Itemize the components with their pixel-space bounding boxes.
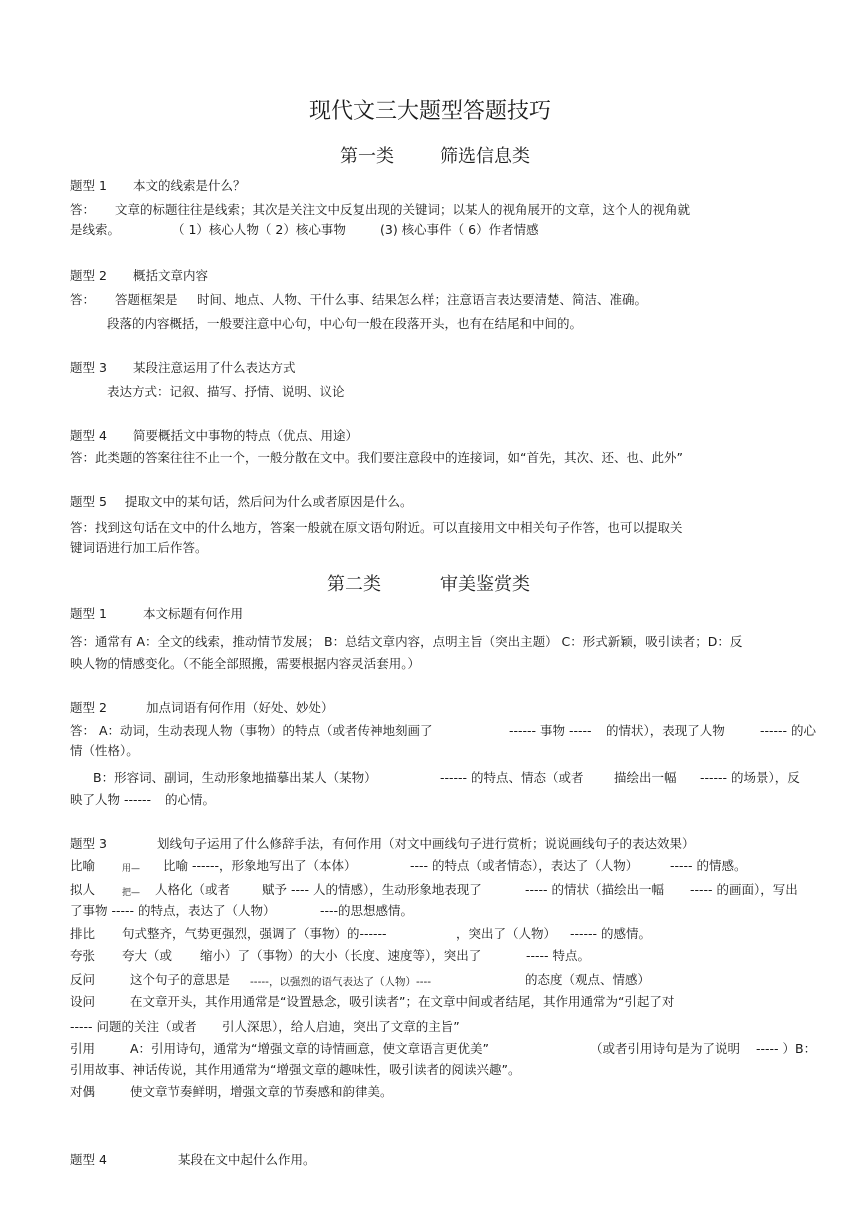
s1-q1-title: 本文的线索是什么？ [133,178,246,193]
s1-q1-label: 题型 1 [70,178,107,193]
rhetoric-niren-l2: 了事物 ----- 的特点，表达了（人物） [70,903,276,918]
rhetoric-niren-tag: 把— [122,888,141,898]
s2-q1-label: 题型 1 [70,606,107,621]
rhetoric-niren-name: 拟人 [70,882,96,897]
s1-q5-title: 提取文中的某句话，然后问为什么或者原因是什么。 [125,494,413,509]
rhetoric-niren-l2b: ----的思想感情。 [320,903,414,918]
rhetoric-yinyong-a: A：引用诗句，通常为“增强文章的诗情画意，使文章语言更优美” [130,1041,490,1056]
s2-q2-line1c: 的情状），表现了人物 [606,723,725,738]
s2-q2-line3a: B：形容词、副词，生动形象地描摹出某人（某物） [93,770,377,785]
s1-q5-label: 题型 5 [70,494,107,509]
s2-q1-line1: 答：通常有 A：全文的线索，推动情节发展； B：总结文章内容，点明主旨（突出主题） C：形式新颖，吸引读者；D：反 [70,634,743,649]
s1-q2-label: 题型 2 [70,268,107,283]
section-2-label: 第二类 [327,574,381,595]
s1-q2-answer-label: 答： [70,292,96,307]
s1-q5-line2: 键词语进行加工后作答。 [70,540,208,555]
rhetoric-shewen-l2a: ----- 问题的关注（或者 [70,1019,197,1034]
rhetoric-biyu-b: ---- 的特点（或者情态），表达了（人物） [410,858,639,873]
s1-q1-line2a: 是线索。 [70,222,121,237]
section-2-name: 审美鉴赏类 [440,574,530,595]
s1-q1-line2b: （ 1）核心人物（ 2）核心事物 [172,222,346,237]
s1-q2-line2: 段落的内容概括，一般要注意中心句，中心句一般在段落开头，也有在结尾和中间的。 [107,316,583,331]
rhetoric-yinyong-b: （或者引用诗句是为了说明 [590,1041,741,1056]
rhetoric-yinyong-name: 引用 [70,1041,96,1056]
s2-q2-line1b: ------ 事物 ----- [509,723,592,738]
rhetoric-paibi-name: 排比 [70,926,96,941]
rhetoric-paibi-a: 句式整齐，气势更强烈，强调了（事物）的------ [122,926,387,941]
rhetoric-fanwen-b: -----，以强烈的语气表达了（人物）---- [250,976,432,988]
rhetoric-duiou-name: 对偶 [70,1084,96,1099]
s1-q3-line1: 表达方式：记叙、描写、抒情、说明、议论 [107,384,345,399]
s1-q4-line1: 答：此类题的答案往往不止一个，一般分散在文中。我们要注意段中的连接词，如“首先，其次、还、也、此外” [70,450,683,465]
rhetoric-biyu-tag: 用— [122,864,141,874]
rhetoric-paibi-b: ，突出了（人物） [456,926,557,941]
rhetoric-shewen-l2b: 引人深思），给人启迪，突出了文章的主旨” [222,1019,460,1034]
s2-q2-line1d: ------ 的心 [760,723,817,738]
rhetoric-biyu-c: ----- 的情感。 [670,858,747,873]
s2-q3-label: 题型 3 [70,836,107,851]
s2-q1-title: 本文标题有何作用 [143,606,244,621]
rhetoric-fanwen-a: 这个句子的意思是 [130,972,231,987]
rhetoric-niren-b: 赋予 ---- 人的情感），生动形象地表现了 [262,882,482,897]
section-1-name: 筛选信息类 [440,146,530,167]
rhetoric-niren-a: 人格化（或者 [155,882,231,897]
s1-q1-line2c: (3) 核心事件（ 6）作者情感 [380,222,539,237]
rhetoric-kuazhang-a: 夸大（或 [122,948,173,963]
rhetoric-paibi-c: ------ 的感情。 [570,926,652,941]
s1-q1-line1: 文章的标题往往是线索；其次是关注文中反复出现的关键词；以某人的视角展开的文章，这个人的视角就 [115,202,691,217]
s2-q4-label: 题型 4 [70,1152,107,1167]
rhetoric-kuazhang-b: 缩小）了（事物）的大小（长度、速度等），突出了 [200,948,482,963]
s1-q2-title: 概括文章内容 [133,268,209,283]
s2-q2-line3c: 描绘出一幅 [614,770,677,785]
s2-q2-line1a: 答： A：动词，生动表现人物（事物）的特点（或者传神地刻画了 [70,723,433,738]
s1-q3-label: 题型 3 [70,360,107,375]
rhetoric-niren-c: ----- 的情状（描绘出一幅 [525,882,665,897]
s2-q2-line4a: 映了人物 ------ [70,792,152,807]
s2-q3-title: 划线句子运用了什么修辞手法，有何作用（对文中画线句子进行赏析；说说画线句子的表达效果） [157,836,695,851]
s2-q4-title: 某段在文中起什么作用。 [178,1152,316,1167]
rhetoric-biyu-name: 比喻 [70,858,96,873]
rhetoric-duiou-a: 使文章节奏鲜明，增强文章的节奏感和韵律美。 [130,1084,393,1099]
rhetoric-kuazhang-name: 夸张 [70,948,96,963]
rhetoric-kuazhang-c: ----- 特点。 [526,948,591,963]
s2-q1-line2: 映人物的情感变化。（不能全部照搬，需要根据内容灵活套用。） [70,656,421,671]
rhetoric-biyu-a: 比喻 ------，形象地写出了（本体） [163,858,357,873]
s2-q2-line3d: ------ 的场景），反 [700,770,800,785]
rhetoric-shewen-a: 在文章开头，其作用通常是“设置悬念，吸引读者”；在文章中间或者结尾，其作用通常为“引起了对 [130,994,675,1009]
s2-q2-title: 加点词语有何作用（好处、妙处） [146,700,334,715]
s1-q1-answer-label: 答： [70,202,96,217]
s1-q4-label: 题型 4 [70,428,107,443]
page-title: 现代文三大题型答题技巧 [308,99,551,124]
rhetoric-niren-d: ----- 的画面），写出 [690,882,798,897]
s2-q2-line2: 情（性格）。 [70,743,139,758]
rhetoric-shewen-name: 设问 [70,994,96,1009]
rhetoric-yinyong-l2: 引用故事、神话传说，其作用通常为“增强文章的趣味性，吸引读者的阅读兴趣”。 [70,1062,521,1077]
s1-q2-line1a: 答题框架是 [115,292,178,307]
s2-q2-line3b: ------ 的特点、情态（或者 [440,770,584,785]
rhetoric-fanwen-name: 反问 [70,972,96,987]
s1-q5-line1: 答：找到这句话在文中的什么地方，答案一般就在原文语句附近。可以直接用文中相关句子作答，也可以提取关 [70,520,683,535]
section-1-label: 第一类 [340,146,394,167]
rhetoric-yinyong-c: ----- ）B： [756,1041,817,1056]
rhetoric-fanwen-c: 的态度（观点、情感） [525,972,651,987]
s2-q2-line4b: 的心情。 [165,792,216,807]
s2-q2-label: 题型 2 [70,700,107,715]
s1-q3-title: 某段注意运用了什么表达方式 [133,360,296,375]
s1-q2-line1b: 时间、地点、人物、干什么事、结果怎么样；注意语言表达要清楚、简洁、准确。 [197,292,648,307]
s1-q4-title: 简要概括文中事物的特点（优点、用途） [133,428,359,443]
